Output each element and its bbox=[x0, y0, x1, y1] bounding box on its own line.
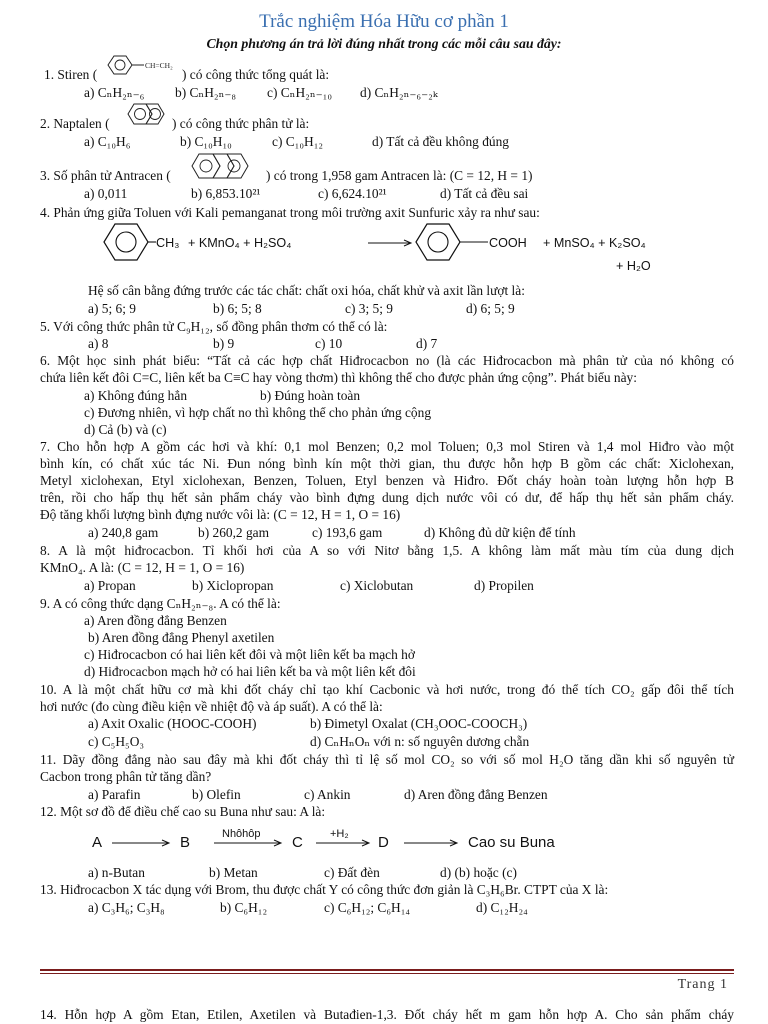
scheme-arrow-4-icon bbox=[404, 838, 462, 848]
q9-option-b[interactable]: b) Aren đồng đẳng Phenyl axetilen bbox=[88, 630, 275, 645]
q8-option-d[interactable]: d) Propilen bbox=[474, 578, 534, 593]
scheme-c: C bbox=[292, 834, 303, 851]
q12-option-d[interactable]: d) (b) hoặc (c) bbox=[440, 865, 517, 880]
q8-stem-line1: 8. A là một hiđrocacbon. Tỉ khối hơi của A so với Nitơ bằng 1,5. A không làm mất màu tím của dung dịch bbox=[40, 543, 734, 558]
q13-option-c[interactable]: c) C₆H₁₂; C₆H₁₄ bbox=[324, 900, 411, 915]
q4-reagents: + KMnO₄ + H₂SO₄ bbox=[188, 236, 292, 250]
q12-option-b[interactable]: b) Metan bbox=[209, 865, 258, 880]
q10-option-a[interactable]: a) Axit Oxalic (HOOC-COOH) bbox=[88, 716, 257, 731]
q6-option-b[interactable]: b) Đúng hoàn toàn bbox=[260, 388, 361, 403]
q2-option-d[interactable]: d) Tất cả đều không đúng bbox=[372, 134, 509, 149]
q9-option-a[interactable]: a) Aren đồng đẳng Benzen bbox=[84, 613, 227, 628]
q6-option-c[interactable]: c) Đương nhiên, vì hợp chất no thì không thể cho phản ứng cộng bbox=[84, 405, 432, 420]
q6-stem-line2: chứa liên kết đôi C=C, liên kết ba C≡C hay vòng thơm) thì không thể cho được phản ứng cộng”. Phát biểu này: bbox=[40, 370, 637, 385]
q2-option-c[interactable]: c) C₁₀H₁₂ bbox=[272, 134, 324, 149]
q9-option-c[interactable]: c) Hiđrocacbon có hai liên kết đôi và một liên kết ba mạch hở bbox=[84, 647, 415, 662]
q10-stem-line1: 10. A là một chất hữu cơ mà khi đốt cháy chỉ tạo khí Cacbonic và hơi nước, trong đó thể tích CO₂ gấp đôi thể tích bbox=[40, 682, 734, 697]
q6-option-d[interactable]: d) Cả (b) và (c) bbox=[84, 422, 167, 437]
q1-option-c[interactable]: c) CₙH₂ₙ₋₁₀ bbox=[267, 85, 333, 100]
scheme-b: B bbox=[180, 834, 191, 851]
q10-option-b[interactable]: b) Đimetyl Oxalat (CH₃OOC-COOCH₃) bbox=[310, 716, 528, 731]
reaction-arrow-icon bbox=[368, 238, 416, 248]
q2-stem-start: 2. Naptalen ( bbox=[40, 116, 110, 131]
q11-option-d[interactable]: d) Aren đồng đẳng Benzen bbox=[404, 787, 548, 802]
scheme-step2-label: +H₂ bbox=[330, 828, 349, 840]
scheme-arrow-3-icon bbox=[316, 838, 374, 848]
q11-option-b[interactable]: b) Olefin bbox=[192, 787, 241, 802]
q4-option-b[interactable]: b) 6; 5; 8 bbox=[213, 301, 262, 316]
q11-stem-line2: Cacbon trong phân tử tăng dần? bbox=[40, 769, 212, 784]
q5-option-a[interactable]: a) 8 bbox=[88, 336, 109, 351]
naphthalene-structure-icon bbox=[126, 100, 172, 128]
q5-option-d[interactable]: d) 7 bbox=[416, 336, 438, 351]
q3-option-c[interactable]: c) 6,624.10²¹ bbox=[318, 186, 387, 201]
q3-stem-start: 3. Số phân tử Antracen ( bbox=[40, 168, 171, 183]
q8-option-c[interactable]: c) Xiclobutan bbox=[340, 578, 414, 593]
q12-stem: 12. Một sơ đồ để điều chế cao su Buna như sau: A là: bbox=[40, 804, 326, 819]
q9-option-d[interactable]: d) Hiđrocacbon mạch hở có hai liên kết ba và một liên kết đôi bbox=[84, 664, 416, 679]
page-subtitle: Chọn phương án trả lời đúng nhất trong các mỗi câu sau đây: bbox=[206, 36, 562, 51]
q6-stem-line1: 6. Một học sinh phát biểu: “Tất cả các hợp chất Hiđrocacbon no (là các Hiđrocacbon mà phân tử của nó không có bbox=[40, 353, 734, 368]
q1-option-d[interactable]: d) CₙH₂ₙ₋₆₋₂ₖ bbox=[360, 85, 438, 100]
q10-option-d[interactable]: d) CₙHₙOₙ với n: số nguyên dương chẵn bbox=[310, 734, 530, 749]
q3-option-d[interactable]: d) Tất cả đều sai bbox=[440, 186, 529, 201]
styrene-structure-icon bbox=[104, 53, 182, 77]
q7-stem-line5: Độ tăng khối lượng bình đựng nước vôi là: (C = 12, H = 1, O = 16) bbox=[40, 507, 401, 522]
footer-rule-thick bbox=[40, 969, 734, 971]
q11-option-c[interactable]: c) Ankin bbox=[304, 787, 351, 802]
q2-stem-end: ) có công thức phân tử là: bbox=[172, 116, 310, 131]
q4-water: + H₂O bbox=[616, 259, 651, 273]
toluene-ring-icon bbox=[100, 219, 160, 265]
q4-products: + MnSO₄ + K₂SO₄ bbox=[543, 236, 646, 250]
q11-stem-line1: 11. Dãy đồng đẳng nào sau đây mà khi đốt cháy thì tỉ lệ số mol CO₂ so với số mol H₂O tăng dần khi số nguyên tử bbox=[40, 752, 734, 767]
toluene-ch3-label: CH₃ bbox=[156, 236, 180, 250]
q8-option-b[interactable]: b) Xiclopropan bbox=[192, 578, 274, 593]
q4-option-c[interactable]: c) 3; 5; 9 bbox=[345, 301, 393, 316]
q2-option-a[interactable]: a) C₁₀H₆ bbox=[84, 134, 131, 149]
q3-option-a[interactable]: a) 0,011 bbox=[84, 186, 128, 201]
q12-option-c[interactable]: c) Đất đèn bbox=[324, 865, 380, 880]
q4-stem: 4. Phản ứng giữa Toluen với Kali pemanganat trong môi trường axit Sunfuric xảy ra như sau: bbox=[40, 205, 540, 220]
q5-option-b[interactable]: b) 9 bbox=[213, 336, 235, 351]
q10-option-c[interactable]: c) C₅H₅O₃ bbox=[88, 734, 145, 749]
q5-stem: 5. Với công thức phân tử C₉H₁₂, số đồng phân thơm có thể có là: bbox=[40, 319, 388, 334]
q13-option-b[interactable]: b) C₆H₁₂ bbox=[220, 900, 268, 915]
scheme-step1-label: Nhôhôp bbox=[222, 828, 261, 840]
q13-stem: 13. Hiđrocacbon X tác dụng với Brom, thu được chất Y có công thức đơn giản là C₃H₆Br. CTPT của X là: bbox=[40, 882, 609, 897]
q8-stem-line2: KMnO₄. A là: (C = 12, H = 1, O = 16) bbox=[40, 560, 245, 575]
q10-stem-line2: hơi nước (đo cùng điều kiện về nhiệt độ và áp suất). A có thể là: bbox=[40, 699, 383, 714]
q13-option-a[interactable]: a) C₃H₆; C₃H₈ bbox=[88, 900, 165, 915]
q7-option-c[interactable]: c) 193,6 gam bbox=[312, 525, 383, 540]
footer-rule-thin bbox=[40, 973, 734, 974]
scheme-arrow-2-icon bbox=[214, 838, 286, 848]
q1-stem-end: ) có công thức tổng quát là: bbox=[182, 67, 330, 82]
benzoic-cooh-label: COOH bbox=[489, 236, 527, 250]
q7-stem-line4: trên, rồi cho hấp thụ hết sản phẩm cháy vào bình đựng dung dịch nước vôi có dư, để hấp thụ hết sản phẩm cháy. bbox=[40, 490, 734, 505]
styrene-label: CH=CH₂ bbox=[145, 61, 173, 70]
scheme-a: A bbox=[92, 834, 103, 851]
q7-stem-line3: Metyl xiclohexan, Etyl xiclohexan, Benzen, Toluen, Etyl benzen và Hiđro. Đốt cháy hoàn toàn lượng hỗn hợp B bbox=[40, 473, 734, 488]
q1-option-a[interactable]: a) CₙH₂ₙ₋₆ bbox=[84, 85, 145, 100]
scheme-arrow-1-icon bbox=[112, 838, 174, 848]
q7-option-a[interactable]: a) 240,8 gam bbox=[88, 525, 159, 540]
q3-stem-end: ) có trong 1,958 gam Antracen là: (C = 12, H = 1) bbox=[266, 168, 533, 183]
q3-option-b[interactable]: b) 6,853.10²¹ bbox=[191, 186, 261, 201]
q8-option-a[interactable]: a) Propan bbox=[84, 578, 136, 593]
q4-note: Hệ số cân bằng đứng trước các tác chất: chất oxi hóa, chất khử và axit lần lượt là: bbox=[88, 283, 525, 298]
q12-option-a[interactable]: a) n-Butan bbox=[88, 865, 145, 880]
q9-stem: 9. A có công thức dạng CₙH₂ₙ₋₈. A có thể là: bbox=[40, 596, 281, 611]
q1-stem-start: 1. Stiren ( bbox=[44, 67, 98, 82]
q6-option-a[interactable]: a) Không đúng hẳn bbox=[84, 388, 188, 403]
q2-option-b[interactable]: b) C₁₀H₁₀ bbox=[180, 134, 232, 149]
anthracene-structure-icon bbox=[190, 150, 266, 182]
page-title: Trắc nghiệm Hóa Hữu cơ phần 1 bbox=[259, 11, 509, 32]
q4-option-a[interactable]: a) 5; 6; 9 bbox=[88, 301, 136, 316]
q7-option-b[interactable]: b) 260,2 gam bbox=[198, 525, 270, 540]
q1-option-b[interactable]: b) CₙH₂ₙ₋₈ bbox=[175, 85, 237, 100]
q4-option-d[interactable]: d) 6; 5; 9 bbox=[466, 301, 515, 316]
q7-stem-line2: bình kín, có chất xúc tác Ni. Đun nóng bình kín một thời gian, thu được hỗn hợp B gồm các chất: Xiclohexan, bbox=[40, 456, 734, 471]
q14-stem-line1: 14. Hỗn hợp A gồm Etan, Etilen, Axetilen và Butađien-1,3. Đốt cháy hết m gam hỗn hợp A. Cho sản phẩm cháy bbox=[40, 1007, 734, 1022]
q11-option-a[interactable]: a) Parafin bbox=[88, 787, 141, 802]
benzoic-acid-ring-icon bbox=[412, 219, 492, 265]
scheme-product: Cao su Buna bbox=[468, 834, 555, 851]
scheme-d: D bbox=[378, 834, 389, 851]
q5-option-c[interactable]: c) 10 bbox=[315, 336, 343, 351]
q7-option-d[interactable]: d) Không đủ dữ kiện để tính bbox=[424, 525, 576, 540]
page-number: Trang 1 bbox=[677, 977, 728, 992]
q7-stem-line1: 7. Cho hỗn hợp A gồm các hơi và khí: 0,1 mol Benzen; 0,2 mol Toluen; 0,3 mol Stiren và 1,4 mol Hiđro vào một bbox=[40, 439, 734, 454]
q13-option-d[interactable]: d) C₁₂H₂₄ bbox=[476, 900, 528, 915]
